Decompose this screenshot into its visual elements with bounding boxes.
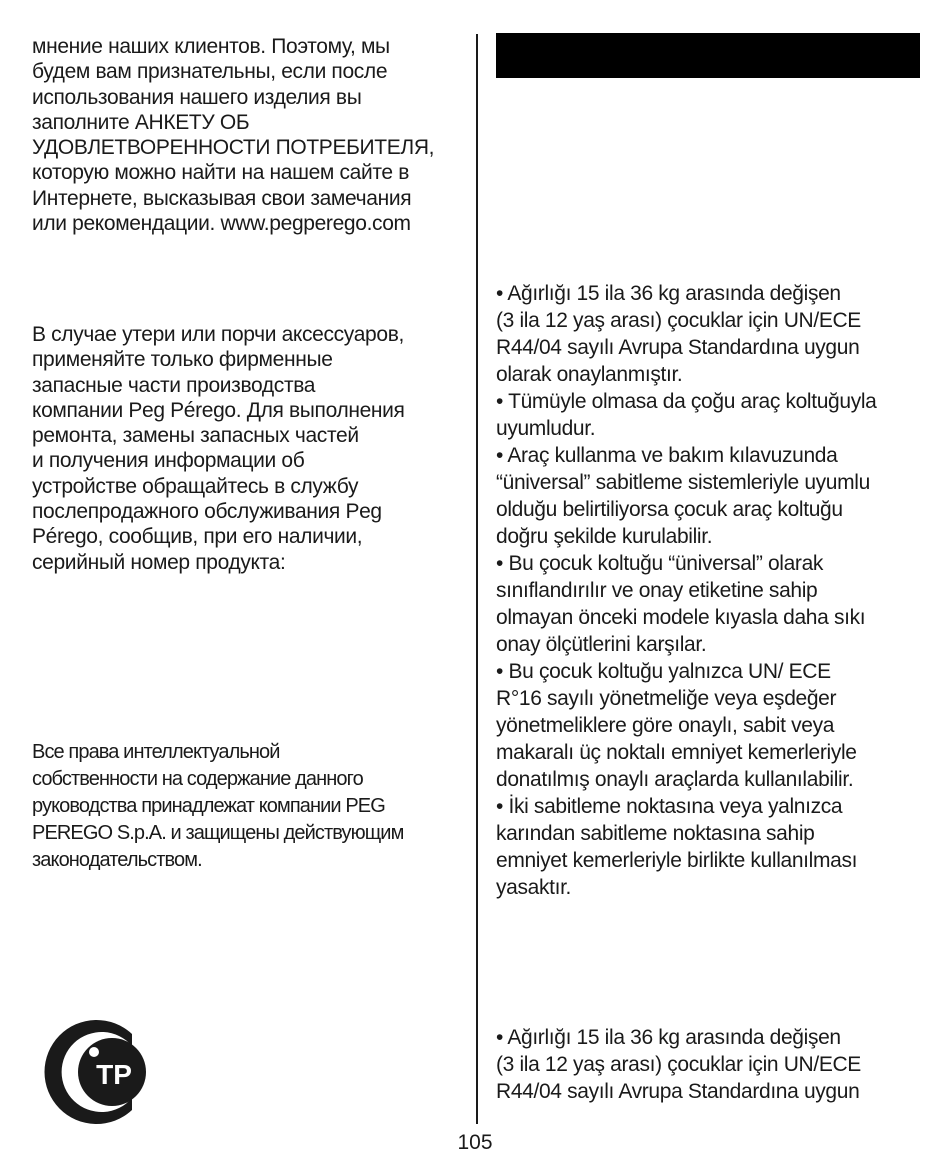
left-column-feedback [32, 34, 462, 236]
approval-bullets-repeat: • Ağırlığı 15 ila 36 kg arasında değişen (3 ila 12 yaş arası) çocuklar için UN/ECE R44/04 sayılı Avrupa Standardına uygun [496, 1026, 861, 1103]
right-column-block-2 [496, 1024, 921, 1105]
eac-logo-icon [32, 1018, 160, 1126]
feedback-paragraph: мнение наших клиентов. Поэтому, мы будем вам признательны, если после использования нашего изделия вы заполните АНКЕТУ ОБ УДОВЛЕТВОРЕННОСТИ ПОТРЕБИТЕЛЯ, которую можно найти на нашем сайте в Интернете, высказывая свои замечания или рекомендации. www.pegperego.com [32, 35, 435, 236]
left-column-service [32, 322, 462, 575]
column-divider [476, 34, 478, 1124]
left-column-rights [32, 739, 462, 874]
right-column-block-1 [496, 280, 921, 901]
eac-certification-logo [32, 1018, 160, 1126]
eac-logo-text: ТР [96, 1059, 132, 1090]
page-number: 105 [457, 1131, 493, 1154]
service-paragraph: В случае утери или порчи аксессуаров, применяйте только фирменные запасные части производства компании Peg Pérego. Для выполнения ремонта, замены запасных частей и получения информации об устройстве обращайтесь в службу послепродажного обслуживания Peg Pérego, сообщив, при его наличии, серийный номер продукта: [32, 323, 405, 574]
approval-bullets: • Ağırlığı 15 ila 36 kg arasında değişen (3 ila 12 yaş arası) çocuklar için UN/ECE R44/04 sayılı Avrupa Standardına uygun olarak onaylanmıştır. • Tümüyle olmasa da çoğu araç koltuğuyla uyumludur. • Araç kullanma ve bakım kılavuzunda “üniversal” sabitleme sistemleriyle uyumlu olduğu belirtiliyorsa çocuk araç koltuğu doğru şekilde kurulabilir. • Bu çocuk koltuğu “üniversal” olarak sınıflandırılır ve onay etiketine sahip olmayan önceki modele kıyasla daha sıkı onay ölçütlerini karşılar. • Bu çocuk koltuğu yalnızca UN/ ECE R°16 sayılı yönetmeliğe veya eşdeğer yönetmeliklere göre onaylı, sabit veya makaralı üç noktalı emniyet kemerleriyle donatılmış onaylı araçlarda kullanılabilir. • İki sabitleme noktasına veya yalnızca karından sabitleme noktasına sahip emniyet kemerleriyle birlikte kullanılması yasaktır. [496, 282, 877, 899]
rights-paragraph: Все права интеллектуальной собственности на содержание данного руководства принадлежат компании PEG PEREGO S.p.A. и защищены действующим законодательством. [32, 741, 404, 871]
section-header-bar [496, 33, 920, 78]
